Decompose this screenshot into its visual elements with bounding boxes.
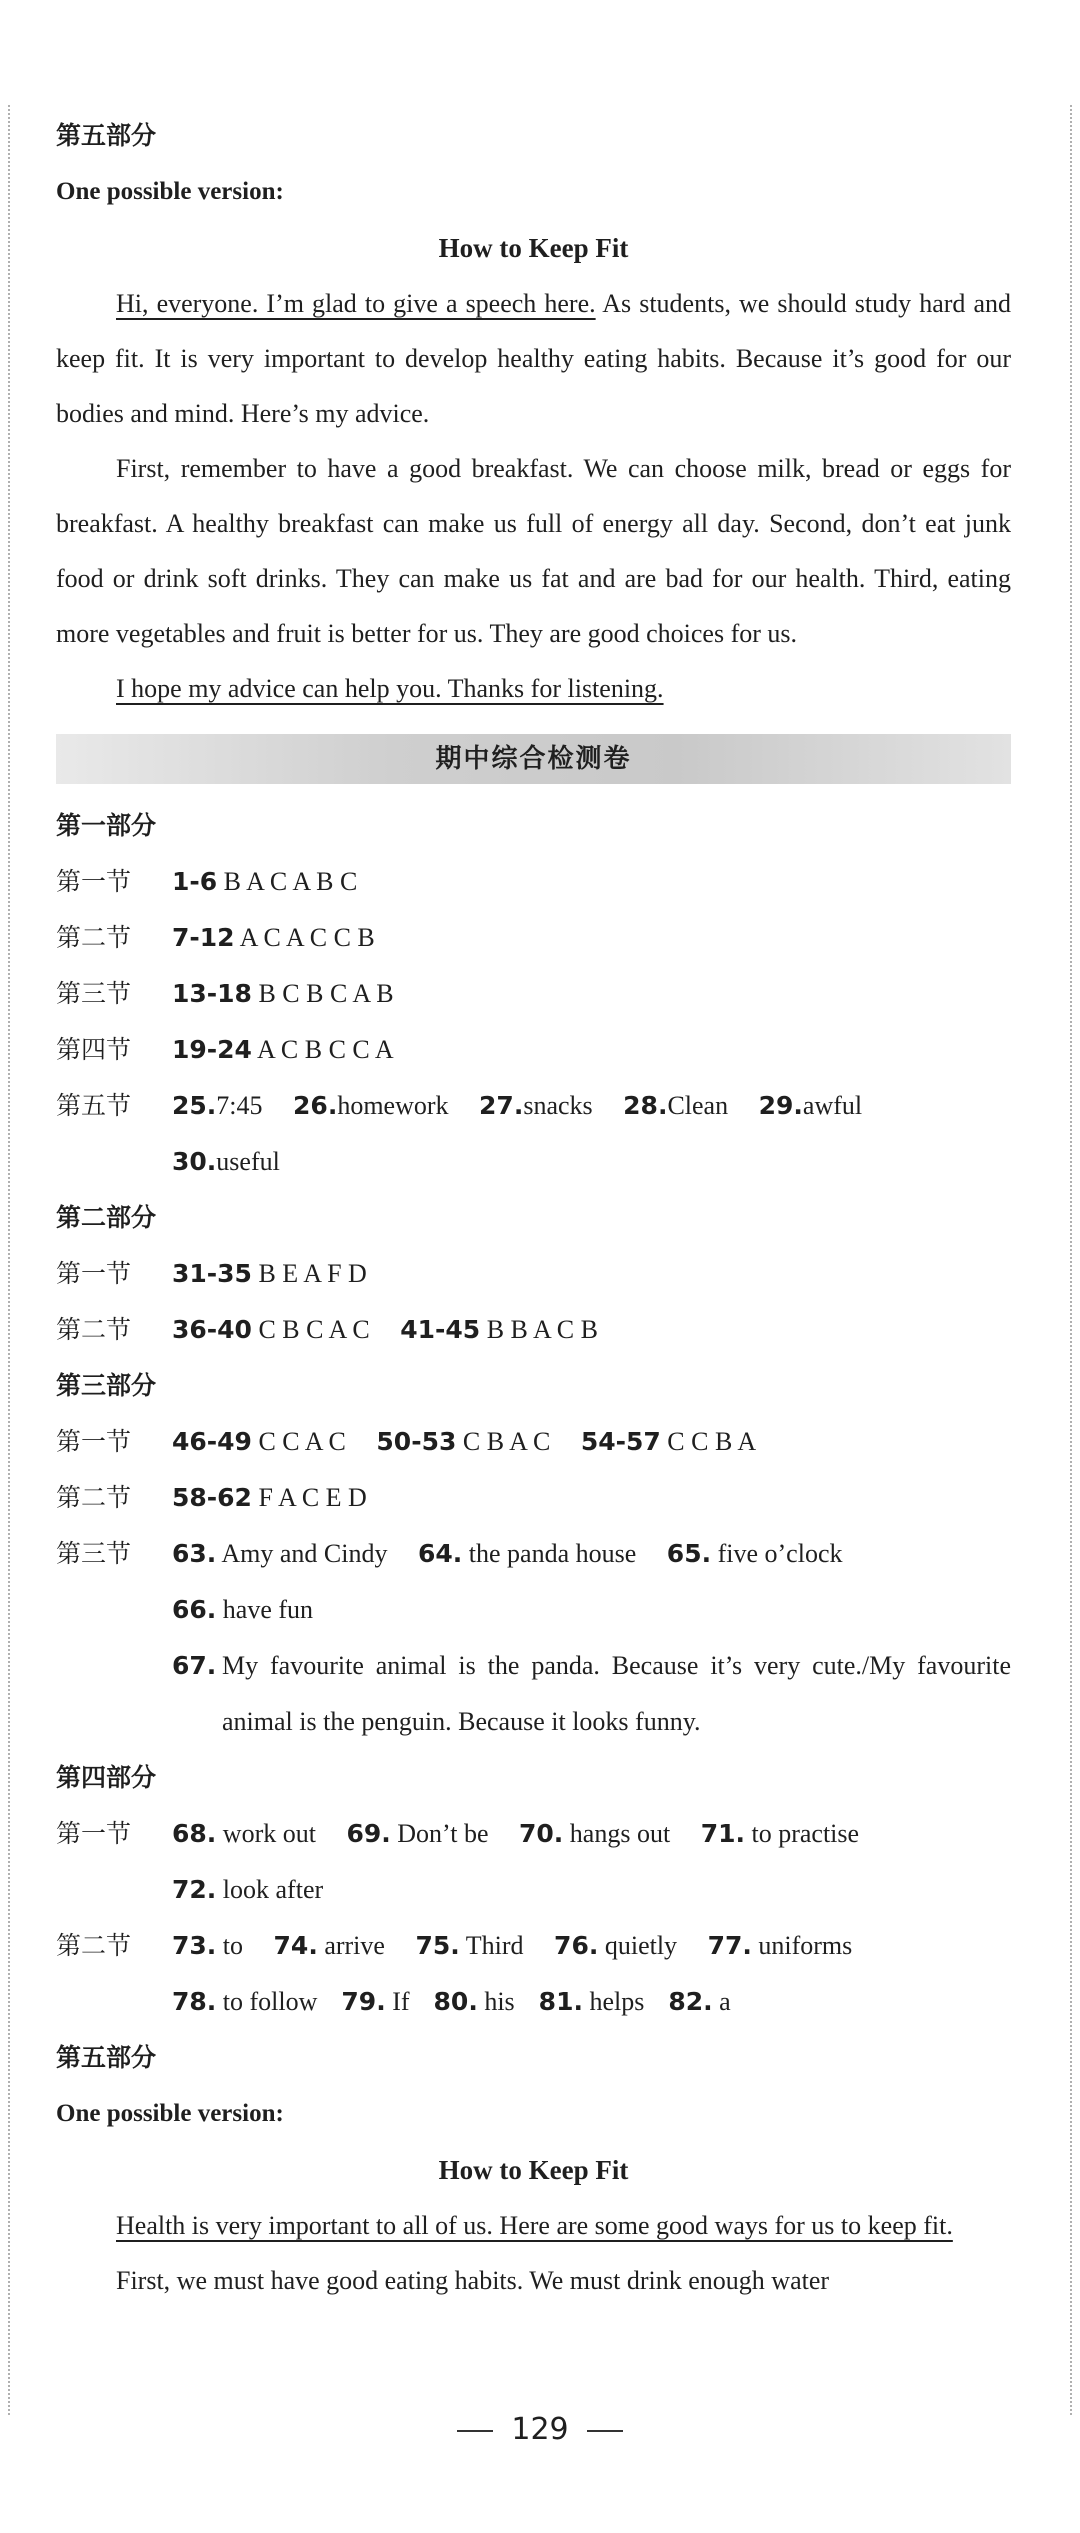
question-range: 41-45 bbox=[400, 1315, 481, 1344]
answer-text: My favourite animal is the panda. Because it’s very cute./My favourite animal is the penguin. Because it looks funny. bbox=[222, 1651, 1011, 1736]
answer-text: five o’clock bbox=[717, 1539, 843, 1568]
question-range: 31-35 bbox=[172, 1259, 252, 1288]
question-range: 7-12 bbox=[172, 923, 235, 952]
answer-text: Clean bbox=[667, 1091, 729, 1120]
question-number: 77. bbox=[707, 1931, 752, 1960]
answer-row bbox=[56, 1470, 1011, 1526]
answer-row bbox=[56, 966, 1011, 1022]
question-range: 1-6 bbox=[172, 867, 218, 896]
page-number bbox=[0, 2412, 1080, 2447]
section-label: 第四节 bbox=[56, 1035, 132, 1064]
question-number: 71. bbox=[700, 1819, 745, 1848]
answer-row bbox=[56, 1582, 1011, 1638]
answer-text: look after bbox=[222, 1875, 324, 1904]
essay2-opening-sentence: Health is very important to all of us. Here are some good ways for us to keep fit. bbox=[116, 2211, 953, 2240]
essay2-paragraph-2: First, we must have good eating habits. We must drink enough water bbox=[116, 2266, 830, 2295]
dash-right bbox=[587, 2430, 623, 2432]
answer-row bbox=[56, 1862, 1011, 1918]
part4-heading: 第四部分 bbox=[56, 1763, 157, 1792]
essay-closing-sentence: I hope my advice can help you. Thanks for listening. bbox=[116, 674, 664, 703]
version-label: One possible version: bbox=[56, 178, 284, 205]
question-number: 66. bbox=[172, 1595, 217, 1624]
part3-heading: 第三部分 bbox=[56, 1371, 157, 1400]
answer-text: snacks bbox=[523, 1091, 593, 1120]
question-range: 36-40 bbox=[172, 1315, 252, 1344]
part5-heading: 第五部分 bbox=[56, 121, 157, 150]
answer-text: uniforms bbox=[758, 1931, 853, 1960]
answer-text: Don’t be bbox=[397, 1819, 489, 1848]
section-label: 第一节 bbox=[56, 1819, 132, 1848]
question-number: 27. bbox=[479, 1091, 524, 1120]
essay-paragraph-2: First, remember to have a good breakfast. We can choose milk, bread or eggs for breakfast. A healthy breakfast can make us full of energy all day. Second, don’t eat junk food or drink soft drinks. They can make us fat and are bad for our health. Third, eating more vegetables and fruit is better for us. They are good choices for us. bbox=[56, 454, 1011, 648]
answer-text: helps bbox=[589, 1987, 645, 2016]
question-number: 72. bbox=[172, 1875, 217, 1904]
answer-text: his bbox=[484, 1987, 515, 2016]
section-label: 第二节 bbox=[56, 1931, 132, 1960]
essay-paragraph-1-rest: As students, we should study hard and keep fit. It is very important to develop healthy eating habits. Because it’s good for our bodies and mind. Here’s my advice. bbox=[56, 289, 1012, 428]
section-label: 第三节 bbox=[56, 1539, 132, 1568]
question-range: 50-53 bbox=[376, 1427, 457, 1456]
answer-row bbox=[56, 1302, 1011, 1358]
answer-row bbox=[56, 854, 1011, 910]
answer-row bbox=[56, 1246, 1011, 1302]
question-range: 58-62 bbox=[172, 1483, 252, 1512]
section-label: 第五节 bbox=[56, 1091, 132, 1120]
answer-text: awful bbox=[802, 1091, 863, 1120]
answer-row bbox=[56, 1078, 1011, 1134]
answer-text: work out bbox=[222, 1819, 316, 1848]
answer-row bbox=[56, 910, 1011, 966]
question-number: 69. bbox=[346, 1819, 391, 1848]
answer-text: Amy and Cindy bbox=[221, 1539, 388, 1568]
question-number: 30. bbox=[172, 1147, 217, 1176]
answer-text: arrive bbox=[324, 1931, 385, 1960]
question-number: 70. bbox=[519, 1819, 564, 1848]
question-number: 73. bbox=[172, 1931, 217, 1960]
answer-text: homework bbox=[337, 1091, 449, 1120]
answer-letters: B B A C B bbox=[486, 1315, 598, 1344]
question-number: 68. bbox=[172, 1819, 217, 1848]
part1-heading: 第一部分 bbox=[56, 811, 157, 840]
answer-row bbox=[56, 1134, 1011, 1190]
answer-row bbox=[56, 1526, 1011, 1582]
question-number: 63. bbox=[172, 1539, 217, 1568]
essay2-paragraph-1 bbox=[56, 2198, 1011, 2253]
part5-heading-bottom: 第五部分 bbox=[56, 2043, 157, 2072]
question-number: 74. bbox=[273, 1931, 318, 1960]
answer-text: have fun bbox=[222, 1595, 314, 1624]
answer-text: If bbox=[392, 1987, 410, 2016]
answer-letters: C C A C bbox=[258, 1427, 346, 1456]
right-dotted-border bbox=[1070, 105, 1072, 2415]
question-number: 28. bbox=[623, 1091, 668, 1120]
section-label: 第一节 bbox=[56, 1427, 132, 1456]
answer-letters: C B A C bbox=[462, 1427, 551, 1456]
section-label: 第一节 bbox=[56, 867, 132, 896]
essay-paragraph-1 bbox=[56, 276, 1011, 441]
question-range: 54-57 bbox=[580, 1427, 661, 1456]
question-number: 75. bbox=[415, 1931, 460, 1960]
question-number: 25. bbox=[172, 1091, 217, 1120]
answer-text: Third bbox=[465, 1931, 524, 1960]
answer-text: to practise bbox=[751, 1819, 860, 1848]
answer-letters: F A C E D bbox=[258, 1483, 367, 1512]
answer-text: quietly bbox=[604, 1931, 678, 1960]
essay-title-bottom: How to Keep Fit bbox=[438, 2155, 629, 2185]
question-number: 82. bbox=[668, 1987, 713, 2016]
section-label: 第一节 bbox=[56, 1259, 132, 1288]
answer-text: 7:45 bbox=[216, 1091, 263, 1120]
question-number: 67. bbox=[172, 1651, 217, 1680]
midterm-banner: 期中综合检测卷 bbox=[56, 734, 1011, 784]
question-number: 65. bbox=[666, 1539, 712, 1568]
question-number: 29. bbox=[758, 1091, 803, 1120]
section-label: 第二节 bbox=[56, 923, 132, 952]
question-number: 64. bbox=[417, 1539, 463, 1568]
question-range: 13-18 bbox=[172, 979, 252, 1008]
answer-text: useful bbox=[216, 1147, 280, 1176]
answer-text: a bbox=[719, 1987, 731, 2016]
answer-text: hangs out bbox=[569, 1819, 671, 1848]
answer-letters: A C A C C B bbox=[239, 923, 375, 952]
essay-opening-sentence: Hi, everyone. I’m glad to give a speech here. bbox=[116, 289, 596, 318]
answer-letters: A C B C C A bbox=[257, 1035, 394, 1064]
answer-row bbox=[56, 1806, 1011, 1862]
answer-row bbox=[56, 1414, 1011, 1470]
answer-letters: C B C A C bbox=[258, 1315, 370, 1344]
question-number: 76. bbox=[554, 1931, 599, 1960]
question-range: 19-24 bbox=[172, 1035, 252, 1064]
page-number-text: 129 bbox=[511, 2412, 569, 2447]
answer-page bbox=[56, 108, 1011, 2308]
answer-row-long bbox=[56, 1638, 1011, 1750]
answer-text: to follow bbox=[222, 1987, 318, 2016]
question-number: 79. bbox=[341, 1987, 386, 2016]
answer-letters: B A C A B C bbox=[223, 867, 358, 896]
answer-row bbox=[56, 1974, 1011, 2030]
section-label: 第二节 bbox=[56, 1315, 132, 1344]
answer-row bbox=[56, 1918, 1011, 1974]
essay-title: How to Keep Fit bbox=[438, 233, 629, 263]
question-range: 46-49 bbox=[172, 1427, 252, 1456]
answer-row bbox=[56, 1022, 1011, 1078]
dash-left bbox=[457, 2430, 493, 2432]
answer-text: the panda house bbox=[468, 1539, 637, 1568]
version-label-bottom: One possible version: bbox=[56, 2100, 284, 2127]
question-number: 81. bbox=[538, 1987, 583, 2016]
section-label: 第三节 bbox=[56, 979, 132, 1008]
answer-letters: C C B A bbox=[667, 1427, 757, 1456]
question-number: 80. bbox=[433, 1987, 478, 2016]
section-label: 第二节 bbox=[56, 1483, 132, 1512]
essay-paragraph-3 bbox=[56, 661, 1011, 716]
answer-letters: B C B C A B bbox=[258, 979, 394, 1008]
question-number: 26. bbox=[293, 1091, 338, 1120]
question-number: 78. bbox=[172, 1987, 217, 2016]
answer-letters: B E A F D bbox=[258, 1259, 367, 1288]
part2-heading: 第二部分 bbox=[56, 1203, 157, 1232]
left-dotted-border bbox=[8, 105, 10, 2415]
answer-text: to bbox=[222, 1931, 244, 1960]
